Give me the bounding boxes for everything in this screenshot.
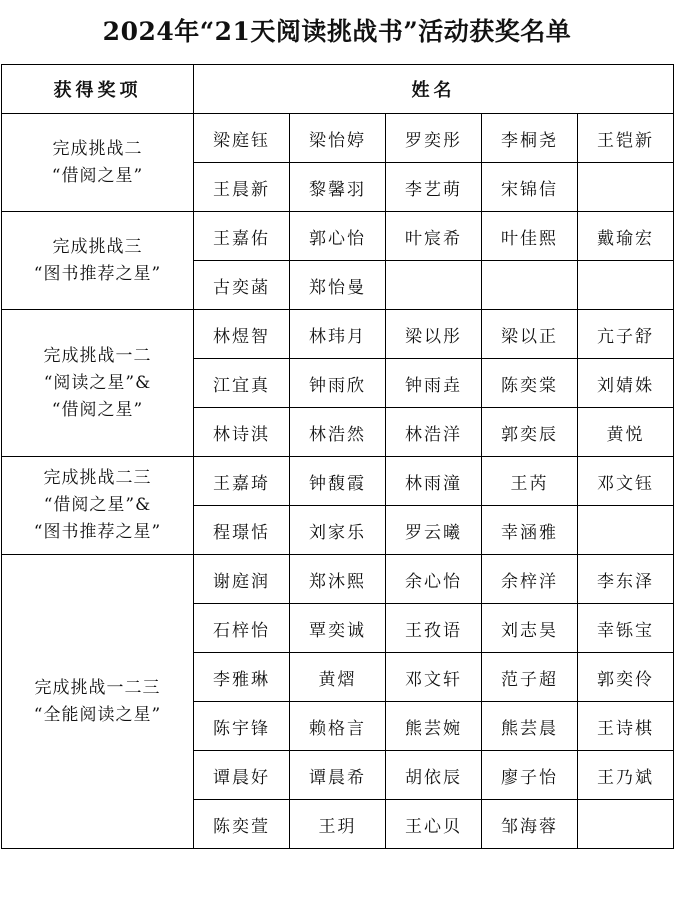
name-cell: 邹海蓉 [482, 800, 578, 849]
name-cell: 梁庭钰 [194, 114, 290, 163]
award-category-line: “借阅之星” [51, 165, 144, 186]
award-category-line: “阅读之星”& [43, 372, 152, 393]
name-cell: 王玥 [290, 800, 386, 849]
name-cell: 江宜真 [194, 359, 290, 408]
name-cell: 王芮 [482, 457, 578, 506]
name-cell: 余梓洋 [482, 555, 578, 604]
name-cell: 叶佳熙 [482, 212, 578, 261]
name-cell [578, 800, 674, 849]
name-cell: 刘婧姝 [578, 359, 674, 408]
name-cell: 林浩然 [290, 408, 386, 457]
name-cell: 李东泽 [578, 555, 674, 604]
name-cell: 幸铄宝 [578, 604, 674, 653]
name-cell: 亢子舒 [578, 310, 674, 359]
table-row [2, 555, 674, 604]
table-row [2, 212, 674, 261]
name-cell: 廖子怡 [482, 751, 578, 800]
name-cell: 李雅琳 [194, 653, 290, 702]
name-cell: 钟雨垚 [386, 359, 482, 408]
header-name: 姓名 [194, 65, 674, 114]
name-cell: 程璟恬 [194, 506, 290, 555]
name-cell: 王嘉佑 [194, 212, 290, 261]
name-cell: 王孜语 [386, 604, 482, 653]
award-category [2, 457, 194, 555]
name-cell: 余心怡 [386, 555, 482, 604]
name-cell: 林玮月 [290, 310, 386, 359]
name-cell: 陈奕棠 [482, 359, 578, 408]
name-cell: 王诗棋 [578, 702, 674, 751]
name-cell: 王晨新 [194, 163, 290, 212]
award-category-line: 完成挑战二 [52, 138, 143, 159]
award-category [2, 555, 194, 849]
award-category-line: “图书推荐之星” [33, 263, 162, 284]
table-row [2, 310, 674, 359]
name-cell: 林雨潼 [386, 457, 482, 506]
name-cell: 郭奕伶 [578, 653, 674, 702]
name-cell: 王铠新 [578, 114, 674, 163]
name-cell: 陈奕萱 [194, 800, 290, 849]
name-cell [578, 261, 674, 310]
award-category-line: 完成挑战一二三 [34, 677, 161, 698]
name-cell: 罗奕彤 [386, 114, 482, 163]
name-cell: 熊芸婉 [386, 702, 482, 751]
name-cell: 黎馨羽 [290, 163, 386, 212]
award-category-line: “借阅之星” [51, 399, 144, 420]
name-cell [386, 261, 482, 310]
name-cell: 李桐尧 [482, 114, 578, 163]
page-title: 2024年“21天阅读挑战书”活动获奖名单 [102, 17, 572, 46]
name-cell: 林诗淇 [194, 408, 290, 457]
name-cell: 刘志昊 [482, 604, 578, 653]
name-cell: 熊芸晨 [482, 702, 578, 751]
name-cell: 林浩洋 [386, 408, 482, 457]
name-cell: 陈宇锋 [194, 702, 290, 751]
name-cell: 谭晨希 [290, 751, 386, 800]
award-category [2, 212, 194, 310]
name-cell: 郭心怡 [290, 212, 386, 261]
name-cell: 石梓怡 [194, 604, 290, 653]
name-cell: 郑沐熙 [290, 555, 386, 604]
name-cell: 王乃斌 [578, 751, 674, 800]
award-category-line: 完成挑战三 [52, 236, 143, 257]
header-award: 获得奖项 [2, 65, 194, 114]
name-cell: 谭晨好 [194, 751, 290, 800]
table-row [2, 457, 674, 506]
name-cell: 梁以彤 [386, 310, 482, 359]
name-cell: 黄悦 [578, 408, 674, 457]
name-cell: 郑怡曼 [290, 261, 386, 310]
name-cell: 邓文钰 [578, 457, 674, 506]
name-cell: 林煜智 [194, 310, 290, 359]
award-table-body [2, 114, 674, 849]
header-row [2, 65, 674, 114]
name-cell: 钟馥霞 [290, 457, 386, 506]
name-cell: 黄熠 [290, 653, 386, 702]
name-cell: 覃奕诚 [290, 604, 386, 653]
award-category-line: “全能阅读之星” [33, 704, 162, 725]
name-cell: 李艺萌 [386, 163, 482, 212]
name-cell: 王嘉琦 [194, 457, 290, 506]
name-cell: 古奕菡 [194, 261, 290, 310]
award-category-line: “图书推荐之星” [33, 522, 162, 542]
award-category-line: 完成挑战一二 [43, 345, 152, 366]
name-cell: 宋锦信 [482, 163, 578, 212]
name-cell: 钟雨欣 [290, 359, 386, 408]
name-cell: 范子超 [482, 653, 578, 702]
name-cell: 胡依辰 [386, 751, 482, 800]
name-cell [578, 163, 674, 212]
name-cell [578, 506, 674, 555]
name-cell: 赖格言 [290, 702, 386, 751]
award-category-line: “借阅之星”& [43, 495, 152, 515]
name-cell: 罗云曦 [386, 506, 482, 555]
name-cell: 戴瑜宏 [578, 212, 674, 261]
award-category-line: 完成挑战二三 [43, 468, 152, 488]
name-cell: 谢庭润 [194, 555, 290, 604]
name-cell: 叶宸希 [386, 212, 482, 261]
award-category [2, 114, 194, 212]
name-cell: 郭奕辰 [482, 408, 578, 457]
name-cell: 幸涵雅 [482, 506, 578, 555]
name-cell: 王心贝 [386, 800, 482, 849]
name-cell [482, 261, 578, 310]
name-cell: 邓文轩 [386, 653, 482, 702]
name-cell: 梁怡婷 [290, 114, 386, 163]
table-row [2, 114, 674, 163]
award-category [2, 310, 194, 457]
name-cell: 梁以正 [482, 310, 578, 359]
name-cell: 刘家乐 [290, 506, 386, 555]
award-table [1, 64, 674, 849]
